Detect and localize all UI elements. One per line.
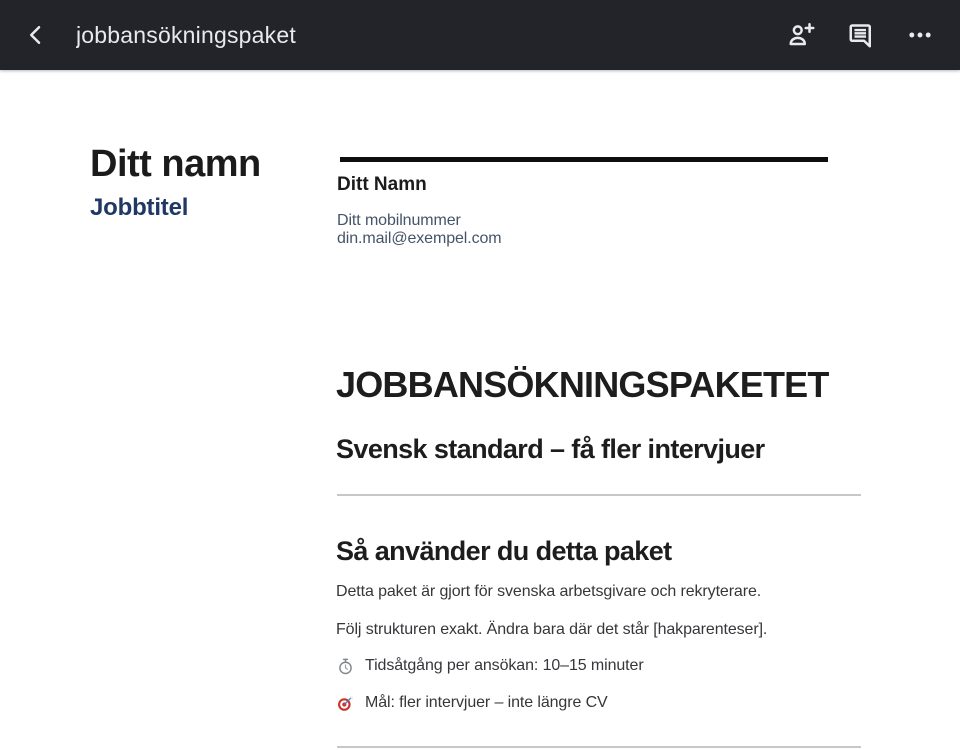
dart-target-icon: [337, 695, 354, 712]
contact-details: [337, 212, 502, 248]
horizontal-rule: [337, 494, 861, 496]
document-title[interactable]: jobbansökningspaket: [76, 21, 296, 48]
more-options-button[interactable]: [902, 17, 938, 53]
comments-button[interactable]: [842, 17, 878, 53]
comment-icon: [845, 20, 875, 50]
contact-name: Ditt Namn: [337, 174, 427, 195]
more-horizontal-icon: [906, 21, 934, 49]
paragraph: Detta paket är gjort för svenska arbetsgivare och rekryterare.: [336, 583, 762, 600]
stopwatch-icon: [337, 658, 354, 675]
bullet-item-time: [337, 657, 644, 675]
person-add-icon: [785, 20, 815, 50]
back-chevron-icon: [23, 22, 49, 48]
cv-job-title: Jobbtitel: [90, 194, 189, 221]
contact-divider-bar: [340, 157, 828, 162]
back-button[interactable]: [18, 17, 54, 53]
horizontal-rule: [337, 746, 861, 748]
package-subtitle: Svensk standard – få fler intervjuer: [336, 434, 765, 464]
cv-name-heading: Ditt namn: [90, 143, 261, 185]
paragraph: Följ strukturen exakt. Ändra bara där det står [hakparenteser].: [336, 621, 768, 638]
bullet-text: Mål: fler intervjuer – inte längre CV: [365, 694, 608, 711]
bullet-item-goal: [337, 694, 608, 712]
topbar-actions: [782, 17, 938, 53]
package-main-title: JOBBANSÖKNINGSPAKETET: [336, 364, 829, 405]
document-canvas[interactable]: [0, 70, 960, 750]
share-add-people-button[interactable]: [782, 17, 818, 53]
contact-email: din.mail@exempel.com: [337, 230, 502, 247]
app-top-bar: [0, 0, 960, 70]
contact-phone: Ditt mobilnummer: [337, 212, 461, 229]
bullet-text: Tidsåtgång per ansökan: 10–15 minuter: [365, 657, 644, 674]
section-heading: Så använder du detta paket: [336, 536, 672, 566]
